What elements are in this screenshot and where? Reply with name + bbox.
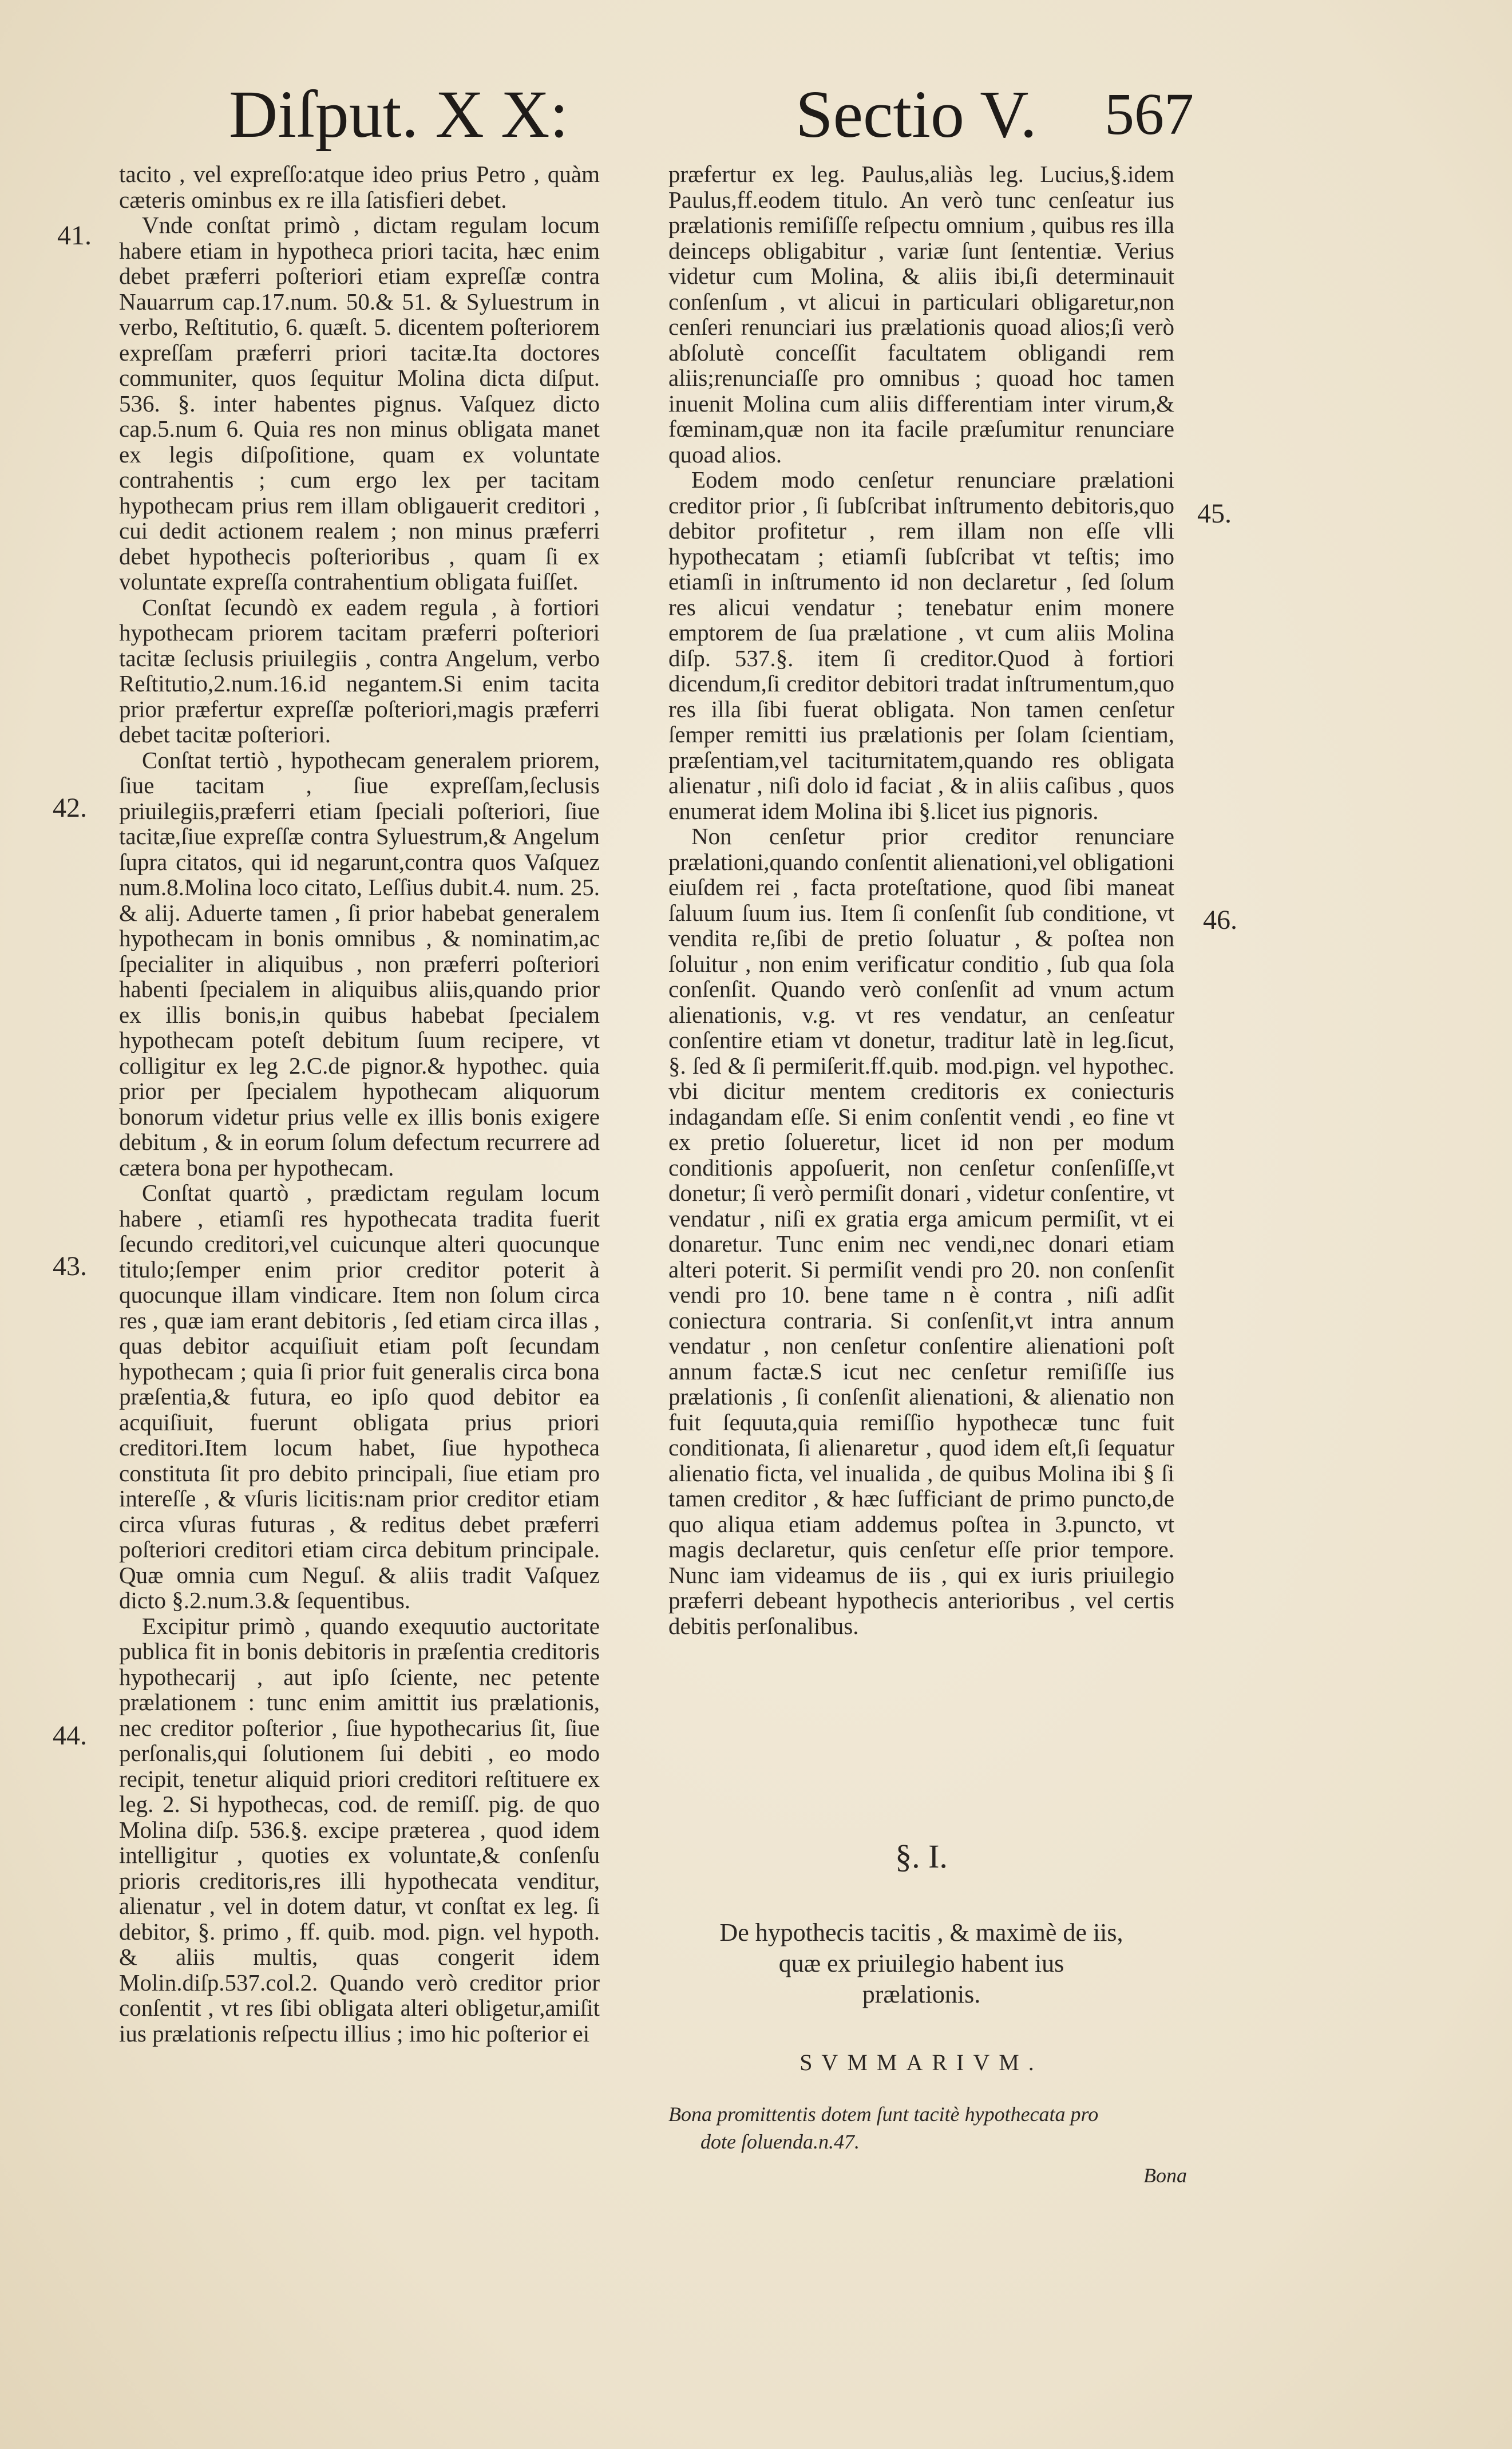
header-disputation: Diſput. X X: [229,77,569,152]
margin-number: 46. [1203,905,1237,935]
catchword: Bona [1143,2164,1187,2187]
margin-number: 41. [57,220,92,251]
paragraph: Excipitur primò , quando exequutio auctoritate publica fit in bonis debitoris in præſentia creditoris hypothecarij , aut ipſo ſciente, nec petente prælationem : tunc enim amittit ius prælationis, nec creditor poſterior , ſiue hypothecarius ſit, ſiue perſonalis,qui ſolutionem ſui debiti , eo modo recipit, tenetur aliquid priori creditori reſtituere ex leg. 2. Si hypothecas, cod. de remiſſ. pig. de quo Molina diſp. 536.§. excipe præterea , quod idem intelligitur , quoties ex voluntate,& conſenſu prioris creditoris,res illi hypothecata venditur, alienatur , vel in dotem datur, vt conſtat ex leg. ſi debitor, §. primo , ff. quib. mod. pign. vel hypoth. & aliis multis, quas congerit idem Molin.diſp.537.col.2. Quando verò creditor prior conſentit , vt res ſibi obligata alteri obligetur,amiſit ius prælationis reſpectu illius ; imo hic poſterior ei [119,1612,600,2047]
paragraph: Conſtat tertiò , hypothecam generalem priorem, ſiue tacitam , ſiue expreſſam,ſeclusis priuilegiis,præferri etiam ſpeciali poſteriori, ſiue tacitæ,ſiue expreſſæ contra Syluestrum,& Angelum ſupra citatos, qui id negarunt,contra quos Vaſquez num.8.Molina loco citato, Leſſius dubit.4. num. 25. & alij. Aduerte tamen , ſi prior habebat generalem hypothecam in bonis omnibus , & nominatim,ac ſpecialiter in aliquibus , non præferri poſteriori habenti ſpecialem in aliquibus aliis,quando prior ex illis bonis,in quibus habebat ſpecialem hypothecam poteſt debitum ſuum recipere, vt colligitur ex leg 2.C.de pignor.& hypothec. quia prior per ſpecialem hypothecam aliquorum bonorum videtur prius velle ex illis bonis exigere debitum , & in eorum ſolum defectum recurrere ad cætera bona per hypothecam. [119,746,600,1181]
paragraph: Conſtat quartò , prædictam regulam locum habere , etiamſi res hypothecata tradita fuerit ſecundo creditori,vel cuicunque alteri quocunque titulo;ſemper enim prior creditor poterit à quocunque illam vindicare. Item non ſolum circa res , quæ iam erant debitoris , ſed etiam circa illas , quas debitor acquiſiuit etiam poſt ſecundam hypothecam ; quia ſi prior fuit generalis circa bona præſentia,& futura, eo ipſo quod debitor ea acquiſiuit, fuerunt obligata prius priori creditori.Item locum habet, ſiue hypotheca constituta ſit pro debito principali, ſiue etiam pro intereſſe , & vſuris licitis:nam prior creditor etiam circa vſuras futuras , & reditus debet præferri poſteriori creditori etiam circa debitum principale. Quæ omnia cum Neguſ. & aliis tradit Vaſquez dicto §.2.num.3.& ſequentibus. [119,1180,600,1613]
paragraph: tacito , vel expreſſo:atque ideo prius Petro , quàm cæteris ominbus ex re illa ſatisfieri debet. [119,161,600,213]
right-column [668,161,1174,1639]
section-subtitle-line: prælationis. [862,1980,981,2008]
margin-number: 43. [53,1251,87,1281]
section-subtitle-line: De hypothecis tacitis , & maximè de iis, [719,1918,1123,1946]
summarium-line: Bona promittentis dotem ſunt tacitè hypothecata pro [668,2103,1099,2126]
paragraph: præfertur ex leg. Paulus,aliàs leg. Lucius,§.idem Paulus,ff.eodem titulo. An verò tunc cenſeatur ius prælationis remiſiſſe reſpectu omnium , quibus res illa deinceps obligabitur , variæ ſunt ſententiæ. Verius videtur cum Molina, & aliis ibi,ſi determinauit conſenſum , vt alicui in particulari obligaretur,non cenſeri renunciari ius prælationis quoad alios;ſi verò abſolutè conceſſit facultatem obligandi rem aliis;renunciaſſe pro omnibus ; quoad hoc tamen inuenit Molina cum aliis differentiam inter virum,& fœminam,quæ non ita facile præſumitur renunciare quoad alios. [668,161,1174,468]
summarium-heading: SVMMARIVM. [799,2050,1043,2075]
margin-number: 45. [1197,498,1232,529]
margin-number: 42. [53,793,87,823]
summarium-line: dote ſoluenda.n.47. [700,2130,860,2153]
margin-number: 44. [53,1720,87,1751]
header-section: Sectio V. [795,77,1037,152]
section-title: §. I. [895,1838,948,1875]
paragraph: Non cenſetur prior creditor renunciare prælationi,quando conſentit alienationi,vel obligationi eiuſdem rei , facta proteſtatione, quod ſibi maneat ſaluum ſuum ius. Item ſi conſenſit ſub conditione, vt vendita re,ſibi de pretio ſoluatur , & poſtea non ſoluitur , non enim verificatur conditio , ſub qua ſola conſenſit. Quando verò conſenſit ad vnum actum alienationis, v.g. vt res vendatur, an cenſeatur conſentire etiam vt donetur, traditur latè in leg.ſicut, §. ſed & ſi permiſerit.ff.quib. mod.pign. vel hypothec. vbi dicitur mentem creditoris ex coniecturis indagandam eſſe. Si enim conſentit vendi , eo fine vt ex pretio ſolueretur, licet id non per modum conditionis appoſuerit, non cenſetur conſenſiſſe,vt donetur; ſi verò permiſit donari , videtur conſentire, vt vendatur , niſi ex gratia erga amicum permiſit, vt ei donaretur. Tunc enim nec vendi,nec donari etiam alteri poterit. Si permiſit vendi pro 20. non conſenſit vendi pro 10. bene tame n è contra , niſi adſit coniectura contraria. Si conſenſit,vt intra annum vendatur , non cenſetur conſentire alienationi poſt annum factæ.S icut nec cenſetur remiſiſſe ius prælationis , ſi conſenſit alienationi, & alienatio non fuit ſequuta,quia remiſſio hypothecæ tunc fuit conditionata, ſi alienaretur , quod idem eſt,ſi ſequatur alienatio ficta, vel inualida , de quibus Molina ibi § ſi tamen creditor , & hæc ſufficiant de primo puncto,de quo aliqua etiam addemus poſtea in 3.puncto, vt magis declaretur, quis cenſetur eſſe prior tempore. Nunc iam videamus de iis , qui ex iuris priuilegio præferri debeant hypothecis anterioribus , vel certis debitis perſonalibus. [668,823,1174,1639]
left-column [119,161,600,2046]
section-subtitle [668,1917,1174,2010]
running-header [0,69,1512,160]
paragraph: Eodem modo cenſetur renunciare prælationi creditor prior , ſi ſubſcribat inſtrumento debitoris,quo debitor profitetur , rem illam non eſſe vlli hypothecatam ; etiamſi ſubſcribat vt teſtis; imo etiamſi in inſtrumento id non declaretur , ſed ſolum res alicui vendatur ; tenebatur enim monere emptorem de ſua prælatione , vt cum aliis Molina diſp. 537.§. item ſi creditor.Quod à fortiori dicendum,ſi creditor debitori tradat inſtrumentum,quo res illa ſibi fuerat obligata. Non tamen cenſetur ſemper remitti ius prælationis per ſolam ſcientiam, præſentiam,vel taciturnitatem,quando res obligata alienatur , niſi dolo id faciat , & in aliis caſibus , quos enumerat idem Molina ibi §.licet ius pignoris. [668,466,1174,824]
paragraph: Vnde conſtat primò , dictam regulam locum habere etiam in hypotheca priori tacita, hæc enim debet præferri poſteriori etiam expreſſæ contra Nauarrum cap.17.num. 50.& 51. & Syluestrum in verbo, Reſtitutio, 6. quæſt. 5. dicentem poſteriorem expreſſam præferri priori tacitæ.Ita doctores communiter, quos ſequitur Molina dicta diſput. 536. §. inter habentes pignus. Vaſquez dicto cap.5.num 6. Quia res non minus obligata manet ex legis diſpoſitione, quam ex voluntate contrahentis ; cum ergo lex per tacitam hypothecam prius rem illam obligauerit creditori , cui dedit actionem realem ; non minus præferri debet hypothecis poſterioribus , quam ſi ex voluntate expreſſa contrahentium obligata fuiſſet. [119,212,600,595]
paragraph: Conſtat ſecundò ex eadem regula , à fortiori hypothecam priorem tacitam præferri poſteriori tacitæ ſeclusis priuilegiis , contra Angelum, verbo Reſtitutio,2.num.16.id negantem.Si enim tacita prior præfertur expreſſæ poſteriori,magis præferri debet tacitæ poſteriori. [119,594,600,747]
page-number: 567 [1105,81,1194,147]
section-subtitle-line: quæ ex priuilegio habent ius [778,1949,1064,1977]
summarium-entry [668,2100,1174,2155]
